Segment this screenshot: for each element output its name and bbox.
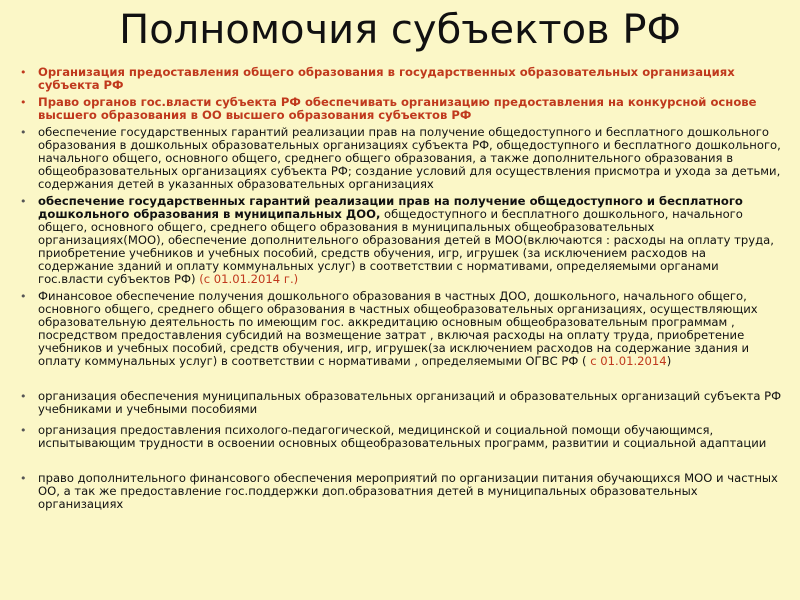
item-text: Организация предоставления общего образования в государственных образовательных организациях субъекта РФ: [38, 65, 735, 92]
list-item: [20, 66, 782, 92]
bullet-icon: •: [20, 424, 27, 437]
item-text: организация обеспечения муниципальных образовательных организаций и образовательных организаций субъекта РФ учебниками и учебными пособиями: [38, 389, 782, 416]
bullet-icon: •: [20, 390, 27, 403]
list-item: [20, 195, 782, 286]
item-text: общедоступного и бесплатного дошкольного, начального общего, основного общего, среднего общего образования в муниципальных общеобразовательных организациях(МОО), обеспечение дополнительного образования детей в МОО(включаются : расходы на оплату труда, приобретение учебников и учебных пособий, средств обучения, игр, игрушек (за исключением расходов на содержание зданий и оплату коммунальных услуг) в соответствии с нормативами, определяемыми органами гос.власти субъектов РФ): [38, 207, 774, 286]
list-item: [20, 390, 782, 416]
item-text: право дополнительного финансового обеспечения мероприятий по организации питания обучающихся МОО и частных ОО, а так же предоставление гос.поддержки доп.образоватния детей в муниципальных образовательных организациях: [38, 471, 778, 511]
list-item: [20, 96, 782, 122]
bullet-list: [20, 66, 782, 511]
item-date: с 01.01.2014: [586, 354, 667, 368]
item-text: Финансовое обеспечение получения дошкольного образования в частных ДОО, дошкольного, начального общего, основного общего, среднего общего образования в частных общеобразовательных организациях, осуществляющих образовательную деятельность по имеющим гос. аккредитацию основным общеобразовательным программам , посредством предоставления субсидий на возмещение затрат , включая расходы на оплату труда, приобретение учебников и учебных пособий, средств обучения, игр, игрушек(за исключением расходов на содержание здания и оплату коммунальных услуг) в соответствии с нормативами , определяемыми ОГВС РФ (: [38, 289, 758, 368]
item-bold-text: обеспечение государственных гарантий реализации прав на получение общедоступного и бесплатного дошкольного образования в муниципальных ДОО,: [38, 194, 743, 221]
bullet-icon: •: [20, 472, 27, 485]
bullet-icon: •: [20, 195, 27, 208]
bullet-icon: •: [20, 96, 27, 109]
item-text: обеспечение государственных гарантий реализации прав на получение общедоступного и бесплатного дошкольного образования в дошкольных образовательных организациях субъекта РФ, общедоступного и бесплатного дошкольного, начального общего, основного общего, среднего общего образования, а также дополнительного образования в общеобразовательных организациях субъекта РФ; создание условий для осуществления присмотра и ухода за детьми, содержания детей в указанных образовательных организациях: [38, 125, 781, 191]
slide-title: Полномочия субъектов РФ: [119, 7, 681, 53]
list-item: [20, 290, 782, 368]
bullet-icon: •: [20, 66, 27, 79]
item-text: Право органов гос.власти субъекта РФ обеспечивать организацию предоставления на конкурсной основе высшего образования в ОО высшего образования субъектов РФ: [38, 95, 757, 122]
list-item: [20, 126, 782, 191]
bullet-icon: •: [20, 290, 27, 303]
bullet-icon: •: [20, 126, 27, 139]
list-item: [20, 424, 782, 450]
list-item: [20, 472, 782, 511]
item-date: (с 01.01.2014 г.): [195, 272, 299, 286]
item-text: организация предоставления психолого-педагогической, медицинской и социальной помощи обучающимся, испытывающим трудности в освоении основных общеобразовательных программ, развитии и социальной адаптации: [38, 423, 767, 450]
item-tail: ): [666, 354, 672, 368]
